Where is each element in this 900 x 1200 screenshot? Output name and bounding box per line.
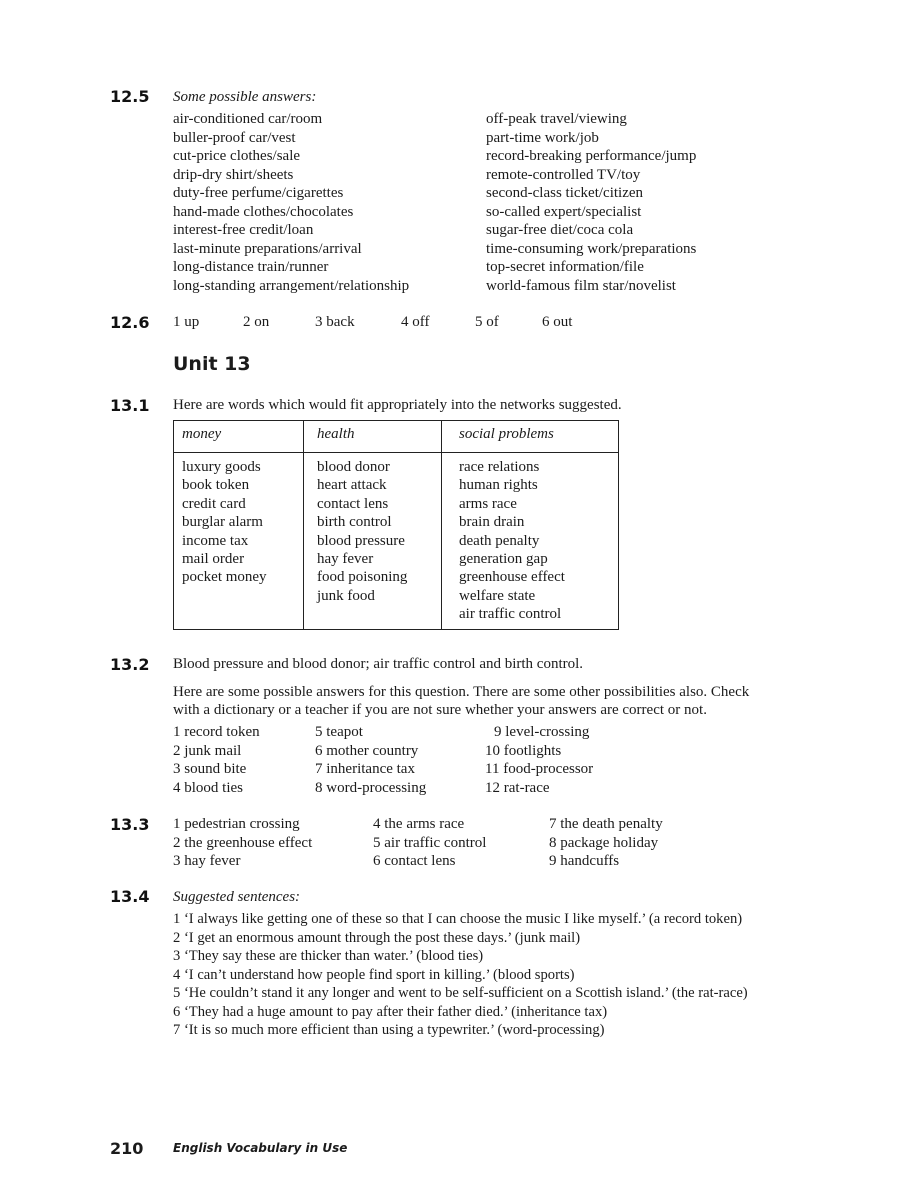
column-header-money: money — [182, 426, 222, 442]
section-answer-13-2: Blood pressure and blood donor; air traffic control and birth control. — [173, 656, 584, 672]
list-item: 9 handcuffs — [549, 853, 620, 869]
table-cell: food poisoning — [317, 569, 408, 586]
table-cell: contact lens — [317, 495, 389, 512]
list-item: 3 hay fever — [173, 853, 241, 869]
answer-item-12-6-5: 5 of — [475, 314, 499, 330]
table-cell: book token — [182, 477, 250, 494]
answer-left-4: drip-dry shirt/sheets — [173, 166, 294, 183]
answer-left-1: air-conditioned car/room — [173, 111, 323, 127]
answer-right-1: off-peak travel/viewing — [486, 111, 627, 127]
section-number-13-2: 13.2 — [110, 655, 150, 674]
sentence-item: 2 ‘I get an enormous amount through the post these days.’ (junk mail) — [173, 929, 581, 946]
table-cell: generation gap — [459, 551, 548, 567]
networks-table — [173, 420, 619, 630]
table-cell: death penalty — [459, 532, 540, 549]
column-header-health: health — [317, 426, 355, 442]
answer-right-5: second-class ticket/citizen — [486, 185, 644, 201]
answer-right-6: so-called expert/specialist — [486, 203, 642, 220]
sentence-item: 1 ‘I always like getting one of these so that I can choose the music I like myself.’ (a record token) — [173, 911, 743, 927]
answer-right-3: record-breaking performance/jump — [486, 148, 697, 164]
table-cell: arms race — [459, 495, 517, 512]
sentence-item: 3 ‘They say these are thicker than water.’ (blood ties) — [173, 948, 484, 964]
answer-right-8: time-consuming work/preparations — [486, 240, 697, 257]
book-title: English Vocabulary in Use — [173, 1141, 348, 1155]
table-cell: blood pressure — [317, 532, 405, 549]
answer-item-12-6-6: 6 out — [542, 314, 573, 330]
section-number-12-5: 12.5 — [110, 87, 150, 106]
table-cell: burglar alarm — [182, 514, 263, 531]
table-cell: pocket money — [182, 569, 267, 586]
answer-left-8: last-minute preparations/arrival — [173, 240, 362, 257]
table-cell: income tax — [182, 532, 249, 549]
list-item: 11 food-processor — [485, 761, 594, 777]
list-item: 6 contact lens — [373, 853, 456, 869]
list-item: 6 mother country — [315, 742, 419, 759]
answer-left-3: cut-price clothes/sale — [173, 148, 301, 164]
section-intro-12-5: Some possible answers: — [173, 89, 317, 105]
unit-heading: Unit 13 — [173, 353, 251, 375]
table-divider-1 — [303, 420, 304, 630]
answer-right-4: remote-controlled TV/toy — [486, 166, 641, 183]
list-item: 5 teapot — [315, 724, 363, 740]
answer-left-6: hand-made clothes/chocolates — [173, 203, 354, 220]
sentence-item: 4 ‘I can’t understand how people find sport in killing.’ (blood sports) — [173, 966, 575, 983]
answer-item-12-6-2: 2 on — [243, 314, 270, 330]
column-header-social-problems: social problems — [459, 426, 554, 442]
table-cell: junk food — [317, 587, 375, 604]
answer-right-2: part-time work/job — [486, 129, 599, 146]
paragraph-line-2: with a dictionary or a teacher if you are not sure whether your answers are correct or not. — [173, 702, 707, 718]
answer-left-5: duty-free perfume/cigarettes — [173, 185, 344, 201]
table-cell: welfare state — [459, 587, 536, 604]
sentence-item: 5 ‘He couldn’t stand it any longer and went to be self-sufficient on a Scottish island.’ (the rat-race) — [173, 985, 748, 1001]
section-number-13-1: 13.1 — [110, 396, 150, 415]
list-item: 2 the greenhouse effect — [173, 834, 313, 851]
page-number: 210 — [110, 1139, 144, 1158]
table-cell: luxury goods — [182, 459, 261, 475]
answer-right-10: world-famous film star/novelist — [486, 277, 676, 294]
table-cell: hay fever — [317, 551, 374, 567]
table-divider-2 — [441, 420, 442, 630]
answer-item-12-6-1: 1 up — [173, 314, 200, 330]
table-cell: greenhouse effect — [459, 569, 565, 586]
section-number-12-6: 12.6 — [110, 313, 150, 332]
table-cell: air traffic control — [459, 606, 562, 623]
list-item: 7 inheritance tax — [315, 761, 415, 777]
list-item: 2 junk mail — [173, 742, 242, 759]
section-number-13-4: 13.4 — [110, 887, 150, 906]
list-item: 3 sound bite — [173, 761, 247, 777]
list-item: 9 level-crossing — [494, 724, 590, 740]
answer-right-7: sugar-free diet/coca cola — [486, 222, 634, 238]
table-border-top — [173, 420, 619, 421]
list-item: 10 footlights — [485, 742, 562, 759]
table-cell: mail order — [182, 551, 245, 567]
table-cell: human rights — [459, 477, 538, 494]
answer-left-7: interest-free credit/loan — [173, 222, 314, 238]
answer-item-12-6-4: 4 off — [401, 314, 430, 330]
table-cell: heart attack — [317, 477, 387, 494]
list-item: 4 the arms race — [373, 816, 465, 832]
list-item: 4 blood ties — [173, 779, 243, 796]
list-item: 8 package holiday — [549, 834, 659, 851]
table-header-divider — [173, 452, 619, 453]
table-border-left — [173, 420, 174, 630]
list-item: 8 word-processing — [315, 779, 427, 796]
list-item: 1 pedestrian crossing — [173, 816, 300, 832]
answer-item-12-6-3: 3 back — [315, 314, 355, 330]
sentence-item: 6 ‘They had a huge amount to pay after their father died.’ (inheritance tax) — [173, 1003, 608, 1020]
table-cell: brain drain — [459, 514, 525, 531]
sentence-item: 7 ‘It is so much more efficient than using a typewriter.’ (word-processing) — [173, 1022, 605, 1038]
section-intro-13-1: Here are words which would fit appropriately into the networks suggested. — [173, 397, 622, 413]
table-cell: birth control — [317, 514, 392, 531]
answer-right-9: top-secret information/file — [486, 259, 644, 275]
answer-left-2: buller-proof car/vest — [173, 129, 296, 146]
paragraph-line-1: Here are some possible answers for this question. There are some other possibilities also. Check — [173, 684, 750, 700]
table-cell: blood donor — [317, 459, 390, 475]
section-number-13-3: 13.3 — [110, 815, 150, 834]
answer-left-9: long-distance train/runner — [173, 259, 329, 275]
section-intro-13-4: Suggested sentences: — [173, 889, 301, 905]
list-item: 5 air traffic control — [373, 834, 487, 851]
table-border-bottom — [173, 629, 619, 630]
table-border-right — [618, 420, 619, 630]
list-item: 7 the death penalty — [549, 816, 663, 832]
answer-left-10: long-standing arrangement/relationship — [173, 277, 410, 294]
table-cell: credit card — [182, 495, 246, 512]
list-item: 12 rat-race — [485, 779, 550, 796]
table-cell: race relations — [459, 459, 540, 475]
list-item: 1 record token — [173, 724, 260, 740]
